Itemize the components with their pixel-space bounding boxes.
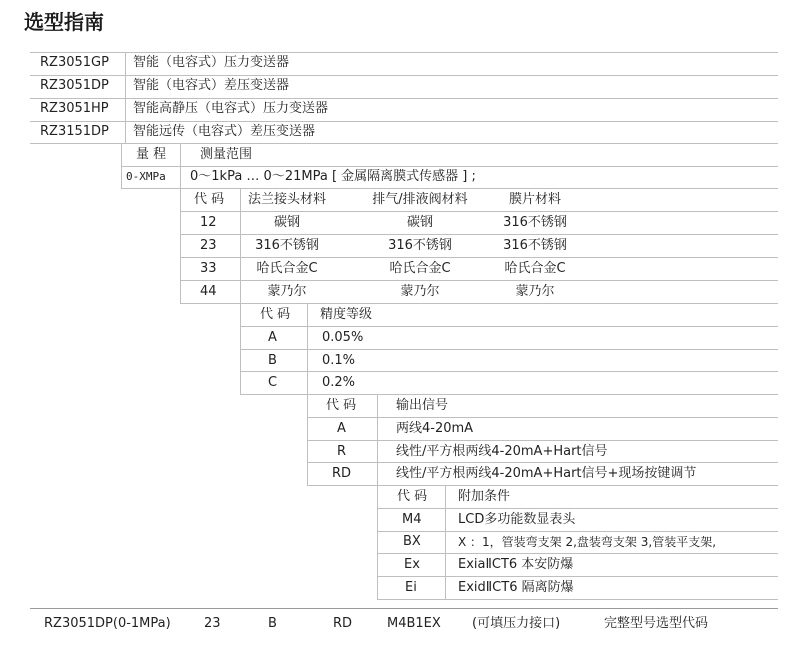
accuracy-value: 0.2% (322, 375, 356, 390)
accuracy-header-code: 代 码 (260, 307, 291, 322)
range-header-desc: 测量范围 (200, 147, 253, 162)
output-desc: 线性/平方根两线4-20mA+Hart信号 (396, 444, 608, 459)
model-code: RZ3151DP (40, 124, 109, 139)
model-desc: 智能远传（电容式）差压变送器 (133, 124, 316, 139)
material-cell: 哈氏合金C (504, 261, 566, 276)
model-desc: 智能（电容式）差压变送器 (133, 78, 290, 93)
output-code: A (337, 421, 346, 436)
options-desc: ExiaⅡCT6 本安防爆 (458, 557, 574, 572)
range-value: 0-XMPa (126, 170, 166, 183)
accuracy-code: B (268, 353, 277, 368)
model-code: RZ3051DP (40, 78, 109, 93)
options-desc: X ：1，管装弯支架 2,盘装弯支架 3,管装平支架, (458, 535, 717, 549)
example-note: (可填压力接口) (472, 616, 561, 631)
accuracy-code: C (268, 375, 278, 390)
output-header-code: 代 码 (326, 398, 357, 413)
material-header-code: 代 码 (194, 192, 225, 207)
material-code: 44 (200, 284, 217, 299)
output-header-desc: 输出信号 (396, 398, 449, 413)
accuracy-value: 0.05% (322, 330, 364, 345)
material-cell: 蒙乃尔 (267, 284, 307, 299)
material-cell: 哈氏合金C (256, 261, 318, 276)
accuracy-code: A (268, 330, 277, 345)
options-code: M4 (402, 512, 422, 527)
accuracy-header-desc: 精度等级 (320, 307, 373, 322)
material-header-valve: 排气/排液阀材料 (372, 192, 468, 207)
page-title: 选型指南 (24, 10, 104, 34)
material-cell: 316不锈钢 (503, 215, 567, 230)
material-cell: 316不锈钢 (388, 238, 452, 253)
range-header-label: 量 程 (136, 147, 167, 162)
options-desc: ExidⅡCT6 隔离防爆 (458, 580, 574, 595)
example-accuracy: B (268, 616, 277, 631)
material-cell: 碳钢 (273, 215, 300, 230)
example-label: 完整型号选型代码 (604, 616, 709, 631)
material-cell: 哈氏合金C (389, 261, 451, 276)
example-options: M4B1EX (387, 616, 441, 631)
material-code: 33 (200, 261, 217, 276)
material-code: 12 (200, 215, 217, 230)
material-cell: 316不锈钢 (255, 238, 319, 253)
material-cell: 蒙乃尔 (400, 284, 440, 299)
output-desc: 两线4-20mA (396, 421, 474, 436)
output-desc: 线性/平方根两线4-20mA+Hart信号+现场按键调节 (396, 466, 697, 481)
output-code: RD (332, 466, 352, 481)
output-code: R (337, 444, 347, 459)
model-desc: 智能（电容式）压力变送器 (133, 55, 290, 70)
options-code: BX (403, 534, 421, 549)
model-code: RZ3051HP (40, 101, 109, 116)
model-desc: 智能高静压（电容式）压力变送器 (133, 101, 329, 116)
accuracy-value: 0.1% (322, 353, 356, 368)
material-header-diaphragm: 膜片材料 (508, 192, 561, 207)
material-header-flange: 法兰接头材料 (247, 192, 326, 207)
example-model: RZ3051DP(0-1MPa) (44, 616, 171, 631)
range-desc: 0～1kPa … 0～21MPa [ 金属隔离膜式传感器 ] ; (190, 169, 476, 184)
options-code: Ex (404, 557, 420, 572)
options-desc: LCD多功能数显表头 (458, 512, 576, 527)
example-output: RD (333, 616, 353, 631)
material-code: 23 (200, 238, 217, 253)
material-cell: 316不锈钢 (503, 238, 567, 253)
material-cell: 蒙乃尔 (515, 284, 555, 299)
material-cell: 碳钢 (406, 215, 433, 230)
options-header-desc: 附加条件 (458, 489, 511, 504)
model-code: RZ3051GP (40, 55, 109, 70)
example-material: 23 (204, 616, 221, 631)
options-code: Ei (405, 580, 417, 595)
options-header-code: 代 码 (397, 489, 428, 504)
